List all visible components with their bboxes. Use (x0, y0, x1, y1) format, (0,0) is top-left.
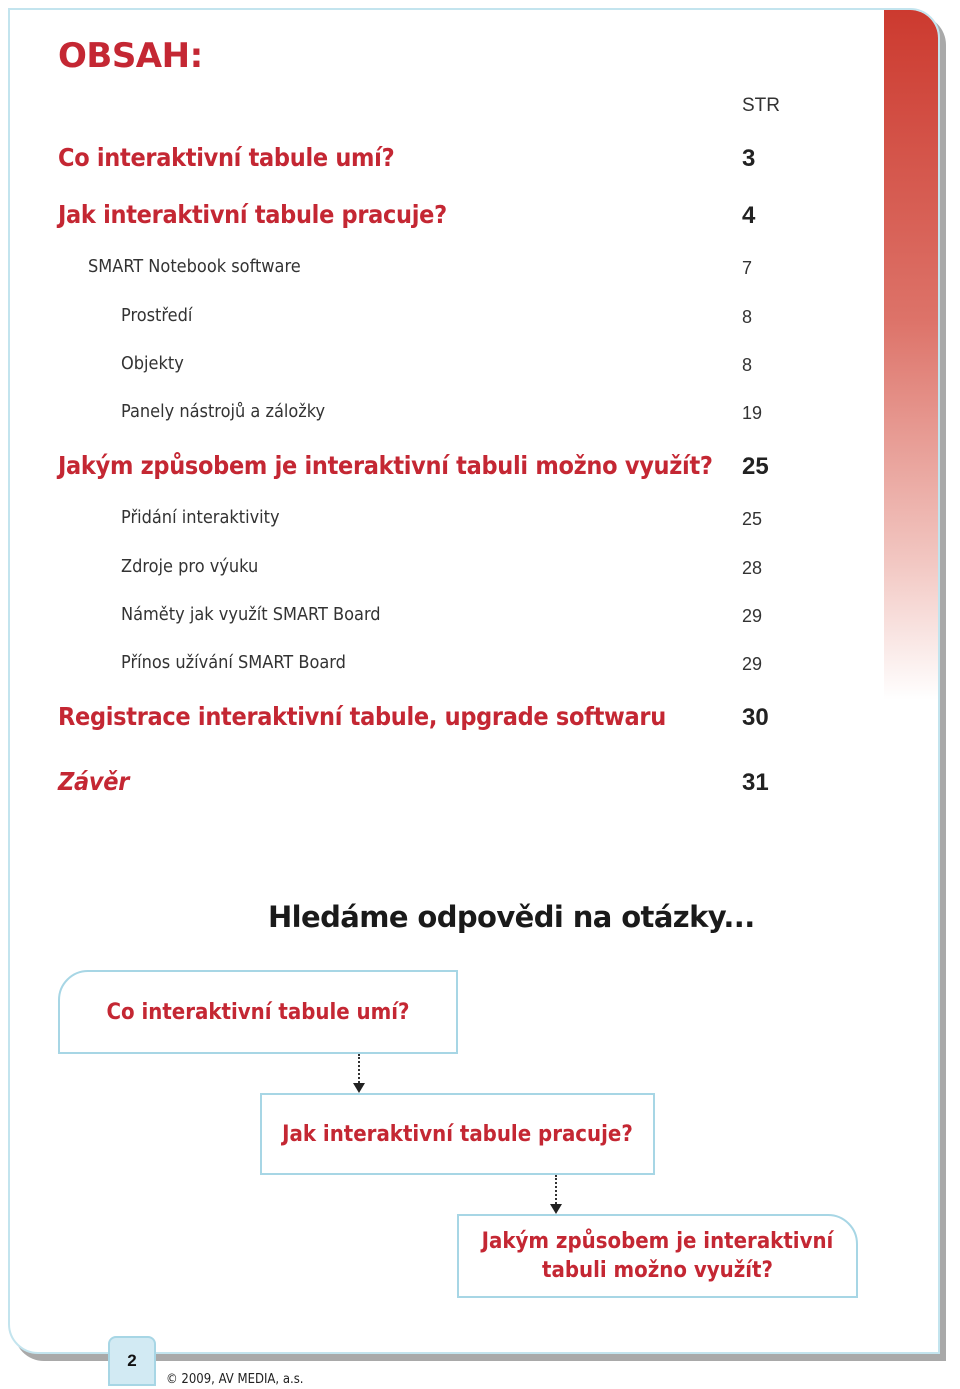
flow-title: Hledáme odpovědi na otázky... (268, 900, 755, 934)
page-number-tab (108, 1336, 156, 1386)
toc-entry-title[interactable]: Přidání interaktivity (121, 507, 280, 528)
red-gradient-sidebar (884, 10, 938, 700)
toc-entry-title[interactable]: Registrace interaktivní tabule, upgrade softwaru (58, 702, 666, 731)
toc-entry-title[interactable]: Objekty (121, 353, 184, 374)
toc-entry-title[interactable]: Co interaktivní tabule umí? (58, 143, 395, 172)
toc-entry-page: 30 (742, 704, 769, 731)
toc-entry-title[interactable]: Zdroje pro výuku (121, 556, 259, 577)
page-number: 2 (127, 1351, 137, 1370)
flow-connector (555, 1175, 557, 1204)
toc-entry-title[interactable]: Prostředí (121, 305, 193, 326)
toc-entry-title[interactable]: Závěr (58, 767, 129, 796)
flow-box-what (58, 970, 458, 1054)
flow-box-label: Co interaktivní tabule umí? (106, 999, 410, 1025)
toc-entry-title[interactable]: Panely nástrojů a záložky (121, 401, 326, 422)
toc-entry-page: 25 (742, 453, 769, 480)
toc-entry-title[interactable]: Jakým způsobem je interaktivní tabuli možno využít? (58, 451, 713, 480)
toc-entry-page: 19 (742, 403, 763, 423)
copyright-text: © 2009, AV MEDIA, a.s. (166, 1372, 304, 1387)
toc-entry-page: 28 (742, 558, 763, 578)
page-column-label: STR (742, 95, 780, 116)
toc-entry-title[interactable]: Jak interaktivní tabule pracuje? (58, 200, 447, 229)
toc-entry-page: 8 (742, 355, 753, 375)
flow-box-label (482, 1227, 834, 1285)
toc-entry-page: 4 (742, 202, 756, 229)
toc-entry-title[interactable]: Přínos užívání SMART Board (121, 652, 346, 673)
flow-box-label-line: Jakým způsobem je interaktivní (481, 1229, 834, 1254)
toc-entry-page: 25 (742, 509, 763, 529)
toc-entry-page: 31 (742, 769, 769, 796)
flow-connector (358, 1054, 360, 1083)
toc-entry-page: 7 (742, 258, 753, 278)
toc-entry-title[interactable]: SMART Notebook software (88, 256, 301, 277)
flow-box-label-line: tabuli možno využít? (542, 1258, 773, 1283)
toc-entry-page: 8 (742, 307, 753, 327)
toc-entry-page: 29 (742, 654, 763, 674)
flow-box-label: Jak interaktivní tabule pracuje? (282, 1121, 633, 1147)
flow-box-how (260, 1093, 655, 1175)
toc-heading: OBSAH: (58, 36, 203, 76)
toc-entry-page: 29 (742, 606, 763, 626)
arrow-down-icon (550, 1204, 562, 1214)
toc-entry-title[interactable]: Náměty jak využít SMART Board (121, 604, 381, 625)
flow-box-use (457, 1214, 858, 1298)
toc-entry-page: 3 (742, 145, 756, 172)
arrow-down-icon (353, 1083, 365, 1093)
